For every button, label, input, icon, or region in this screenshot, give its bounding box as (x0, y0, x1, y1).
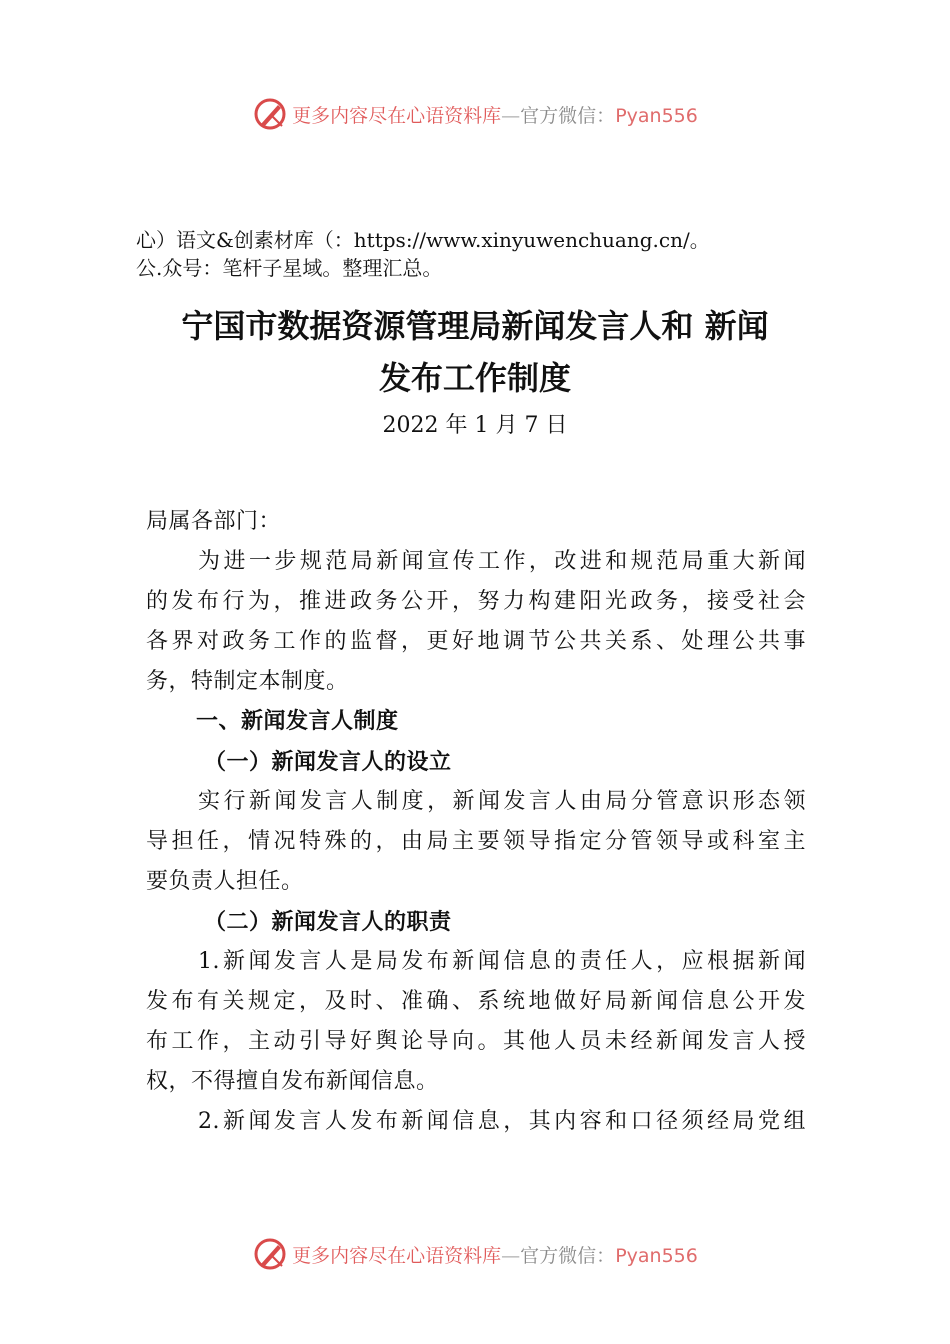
paragraph-line: 务，特制定本制度。 (146, 669, 349, 694)
document-title-line-1: 宁国市数据资源管理局新闻发言人和 新闻 (181, 307, 769, 345)
footer-watermark-banner (0, 1234, 950, 1274)
document-title-line-2: 发布工作制度 (378, 359, 571, 397)
paragraph-line: 的发布行为，推进政务公开，努力构建阳光政务，接受社会 (146, 589, 806, 614)
paragraph-line: 发布有关规定，及时、准确、系统地做好局新闻信息公开发 (146, 989, 806, 1014)
banner-text: 更多内容尽在心语资料库—官方微信：Pyan556 (292, 104, 698, 127)
source-line-2: 公.众号：笔杆子星域。整理汇总。 (136, 256, 443, 280)
pen-nib-logo-icon (252, 96, 288, 132)
paragraph-line: 权，不得擅自发布新闻信息。 (146, 1069, 439, 1094)
paragraph-line: 2.新闻发言人发布新闻信息，其内容和口径须经局党组 (198, 1109, 806, 1134)
header-watermark-banner (0, 94, 950, 134)
source-line-1: 心）语文&创素材库（：https://www.xinyuwenchuang.cn/。 (136, 228, 710, 252)
subsection-heading: （二）新闻发言人的职责 (204, 909, 452, 935)
paragraph-line: 1.新闻发言人是局发布新闻信息的责任人，应根据新闻 (198, 949, 806, 974)
document-date: 2022 年 1 月 7 日 (382, 413, 568, 438)
paragraph-line: 要负责人担任。 (146, 869, 304, 894)
section-heading: 一、新闻发言人制度 (196, 709, 399, 734)
paragraph-line: 布工作，主动引导好舆论导向。其他人员未经新闻发言人授 (146, 1029, 806, 1054)
paragraph-line: 为进一步规范局新闻宣传工作，改进和规范局重大新闻 (198, 549, 806, 574)
paragraph-line: 实行新闻发言人制度，新闻发言人由局分管意识形态领 (198, 789, 806, 814)
salutation: 局属各部门： (146, 509, 282, 534)
paragraph-line: 各界对政务工作的监督，更好地调节公共关系、处理公共事 (146, 629, 806, 654)
paragraph-line: 导担任，情况特殊的，由局主要领导指定分管领导或科室主 (146, 829, 806, 854)
subsection-heading: （一）新闻发言人的设立 (204, 749, 452, 775)
pen-nib-logo-icon (252, 1236, 288, 1272)
banner-text: 更多内容尽在心语资料库—官方微信：Pyan556 (292, 1244, 698, 1267)
document-body (146, 502, 806, 1142)
